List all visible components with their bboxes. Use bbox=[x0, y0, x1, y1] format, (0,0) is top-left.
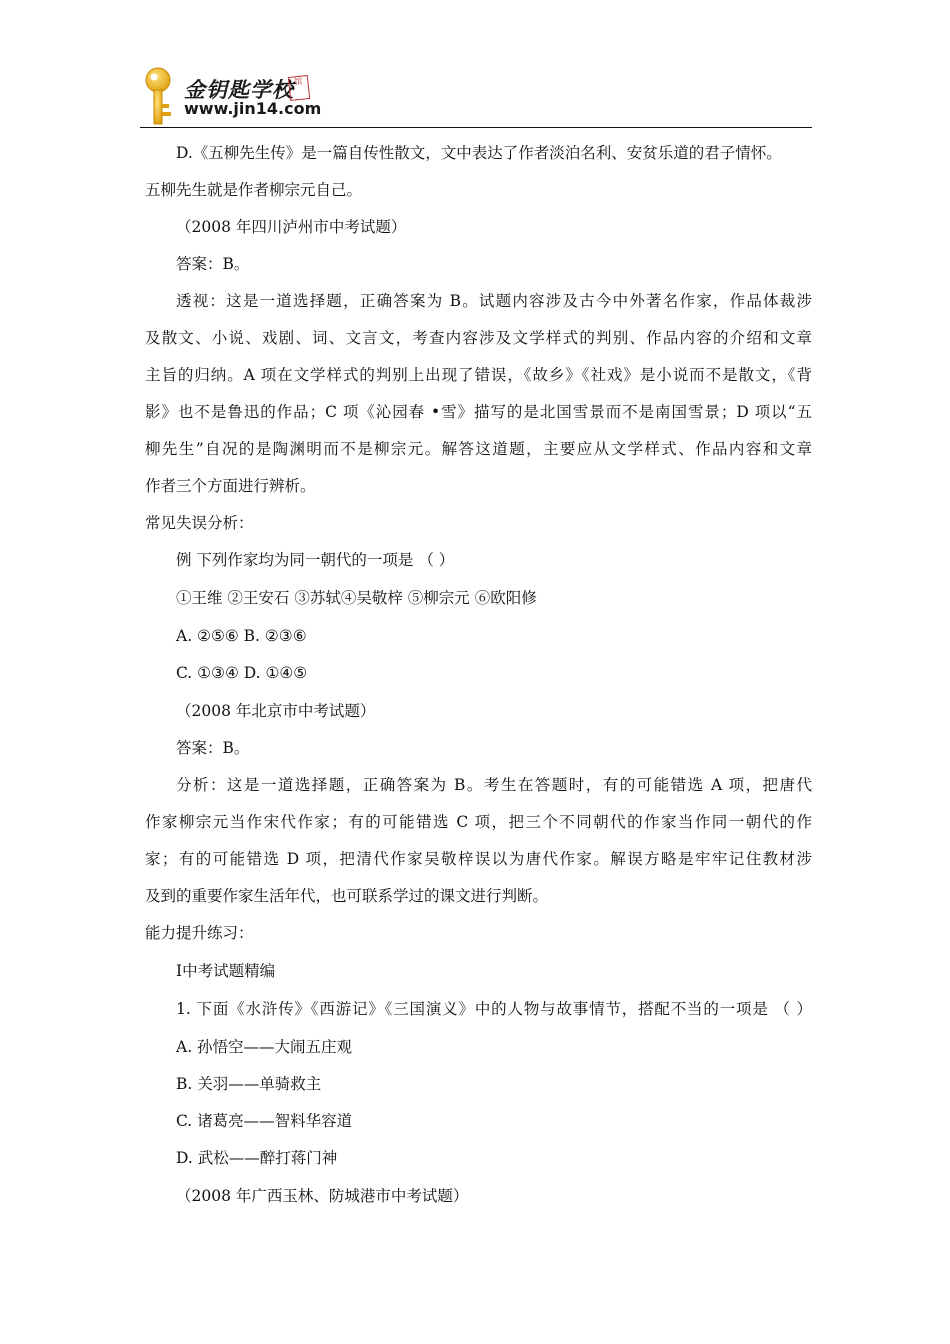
text-line: （2008 年北京市中考试题） bbox=[176, 702, 376, 720]
option-line: C. ①③④ D. ①④⑤ bbox=[176, 664, 308, 682]
page-header bbox=[140, 66, 812, 128]
question-line: 1. 下面《水浒传》《西游记》《三国演义》中的人物与故事情节，搭配不当的一项是 （ ） bbox=[176, 1000, 812, 1018]
question-line: ①王维 ②王安石 ③苏轼④吴敬梓 ⑤柳宗元 ⑥欧阳修 bbox=[176, 589, 537, 607]
brand-name: 金钥匙学校 bbox=[184, 77, 294, 102]
option-line: A. 孙悟空——大闹五庄观 bbox=[176, 1038, 353, 1056]
text-line: 家；有的可能错选 D 项，把清代作家吴敬梓误以为唐代作家。解误方略是牢牢记住教材涉 bbox=[145, 850, 812, 868]
text-line: 及到的重要作家生活年代，也可联系学过的课文进行判断。 bbox=[145, 887, 549, 905]
text-line: 及散文、小说、戏剧、词、文言文，考查内容涉及文学样式的判别、作品内容的介绍和文章 bbox=[145, 329, 812, 347]
header-divider bbox=[140, 127, 812, 128]
answer-line: 答案：B。 bbox=[176, 255, 250, 273]
text-line: 作家柳宗元当作宋代作家；有的可能错选 C 项，把三个不同朝代的作家当作同一朝代的作 bbox=[145, 813, 812, 831]
section-heading: 能力提升练习： bbox=[145, 924, 254, 942]
text-line: 主旨的归纳。A 项在文学样式的判别上出现了错误，《故乡》《社戏》是小说而不是散文，《背 bbox=[145, 366, 812, 384]
subsection-heading: Ⅰ中考试题精编 bbox=[176, 962, 276, 980]
text-line: 影》也不是鲁迅的作品；C 项《沁园春 •雪》描写的是北国雪景而不是南国雪景；D 项以“五 bbox=[145, 403, 812, 421]
text-line: （2008 年广西玉林、防城港市中考试题） bbox=[176, 1187, 469, 1205]
text-line: 五柳先生就是作者柳宗元自己。 bbox=[145, 181, 363, 199]
question-line: 例 下列作家均为同一朝代的一项是 （ ） bbox=[176, 551, 455, 569]
section-heading: 常见失误分析： bbox=[145, 514, 254, 532]
brand-stamp: 馆 bbox=[288, 75, 310, 101]
text-line: （2008 年四川泸州市中考试题） bbox=[176, 218, 407, 236]
option-line: D. 武松——醉打蒋门神 bbox=[176, 1149, 338, 1167]
text-line: 作者三个方面进行辨析。 bbox=[145, 477, 316, 495]
option-line: C. 诸葛亮——智料华容道 bbox=[176, 1112, 353, 1130]
option-line: B. 关羽——单骑救主 bbox=[176, 1075, 322, 1093]
answer-line: 答案：B。 bbox=[176, 739, 250, 757]
text-line: 透视：这是一道选择题，正确答案为 B。试题内容涉及古今中外著名作家，作品体裁涉 bbox=[176, 292, 812, 310]
text-line: 柳先生”自况的是陶渊明而不是柳宗元。解答这道题，主要应从文学样式、作品内容和文章 bbox=[145, 440, 812, 458]
text-line: D.《五柳先生传》是一篇自传性散文，文中表达了作者淡泊名利、安贫乐道的君子情怀。 bbox=[176, 144, 782, 162]
golden-key-icon bbox=[140, 66, 180, 126]
option-line: A. ②⑤⑥ B. ②③⑥ bbox=[176, 627, 307, 645]
text-line: 分析：这是一道选择题，正确答案为 B。考生在答题时，有的可能错选 A 项，把唐代 bbox=[176, 776, 812, 794]
brand-url: www.jin14.com bbox=[184, 99, 322, 118]
